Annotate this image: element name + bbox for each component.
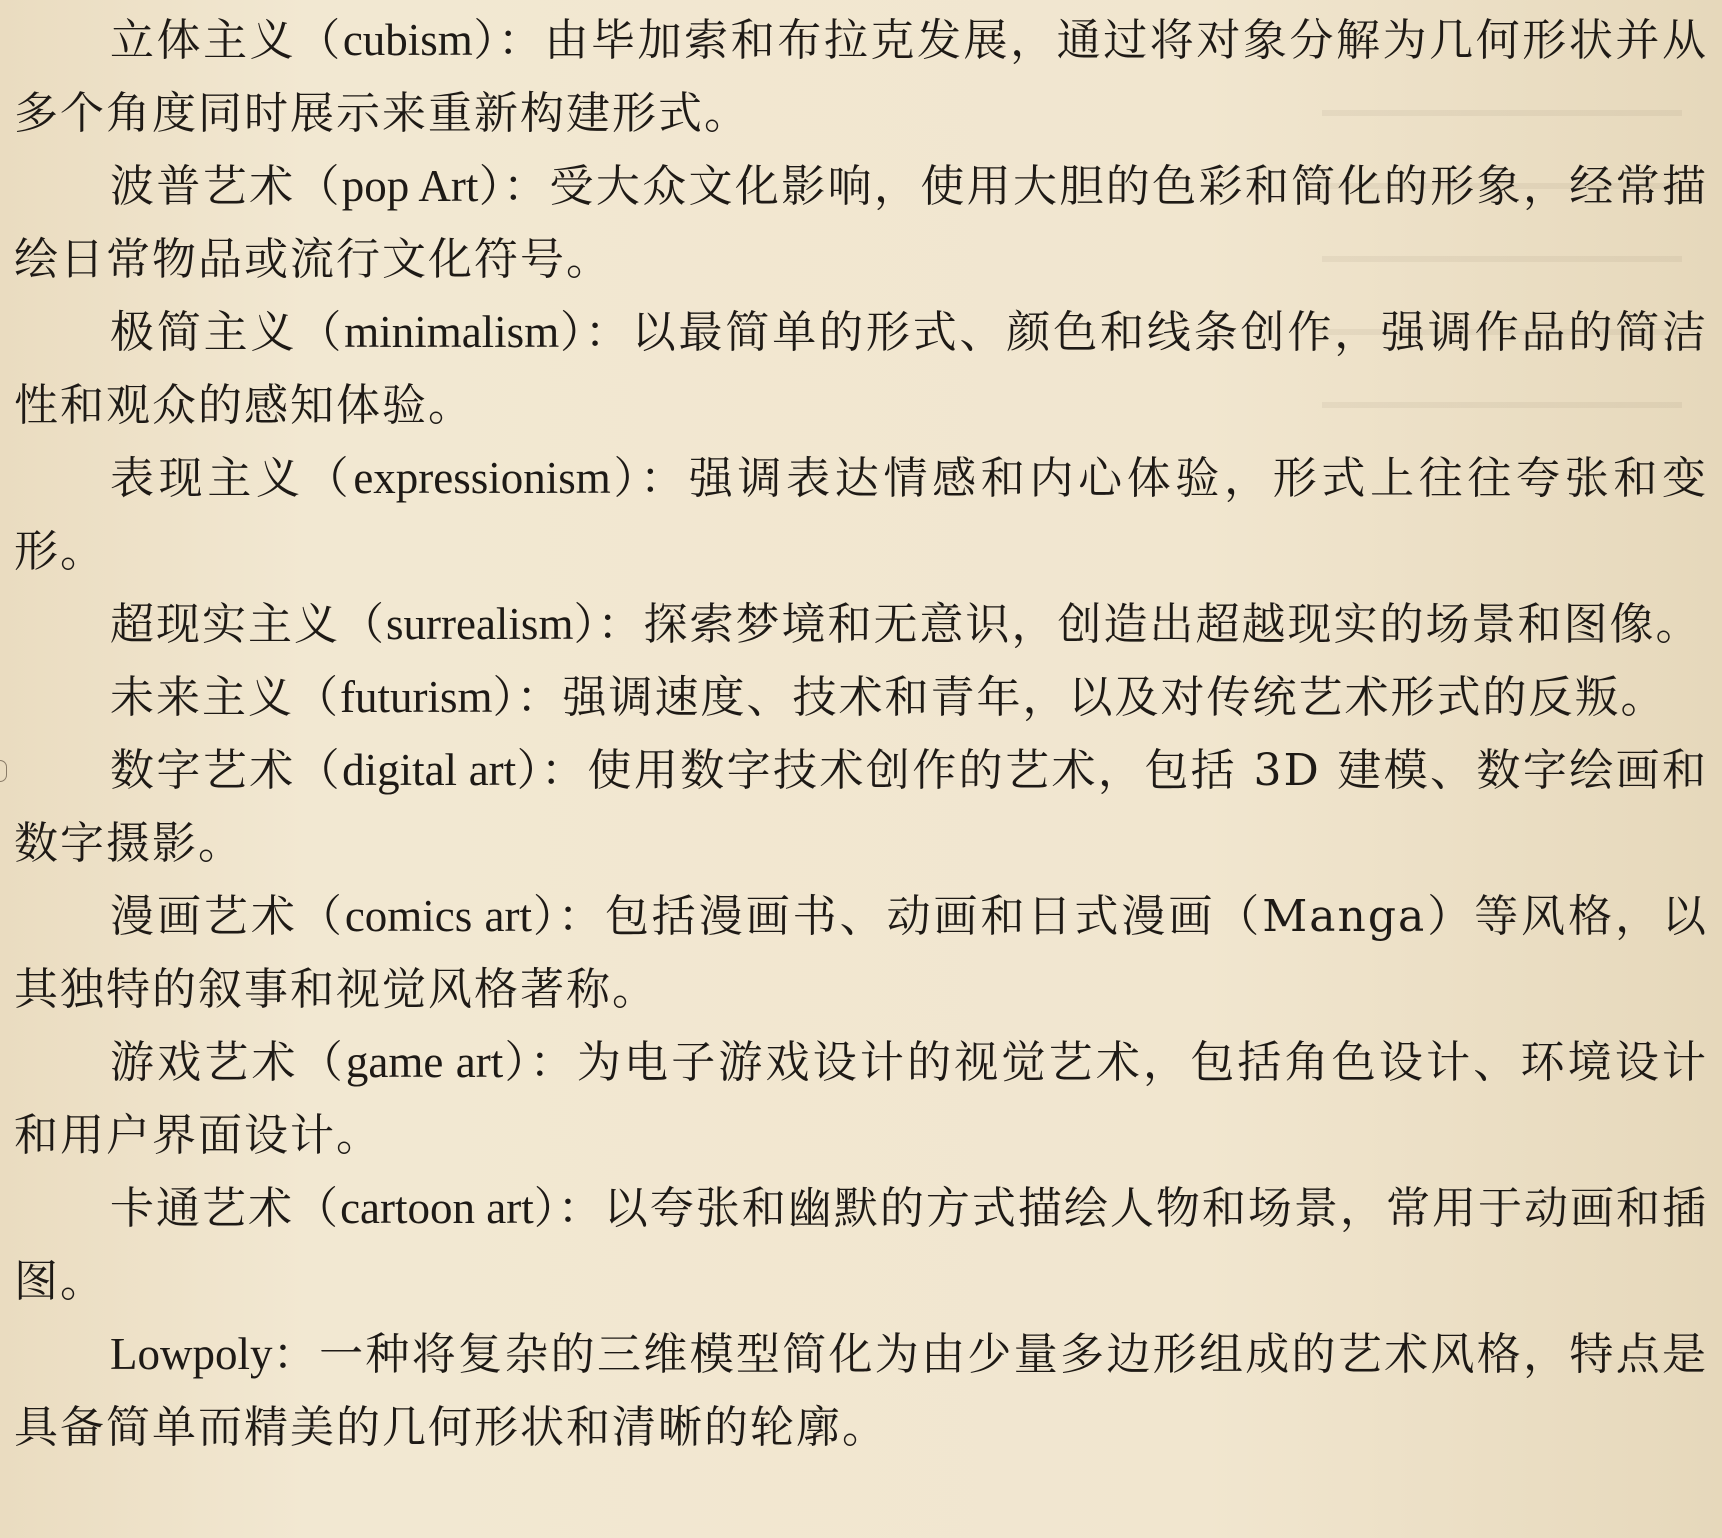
close-paren: ） (531, 892, 558, 941)
entry-futurism (14, 661, 1708, 734)
entry-game-art (14, 1026, 1708, 1172)
colon: ： (503, 161, 550, 212)
colon: ： (529, 1037, 577, 1088)
entry-description: 为电子游戏设计的视觉艺术，包括角色设计、环境设计和用户界面设计。 (14, 1037, 1709, 1161)
close-paren: ） (533, 1184, 558, 1233)
colon: ： (541, 745, 588, 796)
entry-latin: minimalism (344, 307, 560, 357)
colon: ： (557, 891, 605, 942)
entry-expressionism (14, 442, 1708, 588)
entry-description: 强调表达情感和内心体验，形式上往往夸张和变形。 (14, 453, 1709, 577)
close-paren: ） (573, 600, 598, 649)
entry-term: 立体主义 (110, 15, 297, 66)
entry-term: 表现主义 (110, 453, 305, 504)
entry-latin: comics art (344, 891, 532, 941)
entry-term: Lowpoly (110, 1329, 273, 1379)
close-paren: ） (478, 162, 504, 211)
entry-comics-art (14, 880, 1708, 1026)
colon: ： (516, 672, 563, 723)
entry-term: 数字艺术 (110, 745, 296, 796)
entry-surrealism (14, 588, 1708, 661)
colon: ： (557, 1183, 604, 1234)
open-paren: （ (297, 308, 345, 357)
close-paren: ） (492, 673, 517, 722)
entry-description: 探索梦境和无意识，创造出超越现实的场景和图像。 (643, 599, 1702, 650)
entry-latin: cartoon art (340, 1183, 534, 1233)
entry-description: 受大众文化影响，使用大胆的色彩和简化的形象，经常描绘日常物品或流行文化符号。 (14, 161, 1709, 285)
close-paren: ） (610, 454, 641, 503)
open-paren: （ (304, 454, 354, 503)
open-paren: （ (297, 892, 345, 941)
colon: ： (597, 599, 644, 650)
entry-term: 游戏艺术 (110, 1037, 299, 1088)
entry-description: 一种将复杂的三维模型简化为由少量多边形组成的艺术风格，特点是具备简单而精美的几何形状和清晰的轮廓。 (14, 1329, 1709, 1453)
entry-latin: surrealism (386, 599, 574, 649)
entry-latin: game art (345, 1037, 504, 1087)
open-paren: （ (298, 1038, 346, 1087)
open-paren: （ (295, 746, 343, 795)
entry-term: 超现实主义 (110, 599, 340, 650)
entry-minimalism (14, 296, 1708, 442)
colon: ： (272, 1329, 320, 1380)
entry-latin: pop Art (341, 161, 479, 211)
entry-latin: futurism (340, 672, 493, 722)
entry-description: 强调速度、技术和青年，以及对传统艺术形式的反叛。 (562, 672, 1667, 723)
entry-description: 使用数字技术创作的艺术，包括 3D 建模、数字绘画和数字摄影。 (14, 745, 1709, 869)
colon: ： (497, 15, 545, 66)
entry-term: 波普艺术 (110, 161, 296, 212)
entry-description: 以最简单的形式、颜色和线条创作，强调作品的简洁性和观众的感知体验。 (14, 307, 1709, 431)
open-paren: （ (295, 162, 342, 211)
entry-lowpoly (14, 1318, 1708, 1464)
entry-latin: expressionism (353, 453, 611, 503)
entry-description: 由毕加索和布拉克发展，通过将对象分解为几何形状并从多个角度同时展示来重新构建形式。 (14, 15, 1708, 139)
entry-latin: cubism (342, 15, 473, 65)
entry-digital-art (14, 734, 1708, 880)
close-paren: ） (503, 1038, 530, 1087)
colon: ： (584, 307, 632, 358)
entry-cartoon-art (14, 1172, 1708, 1318)
entry-term: 未来主义 (110, 672, 294, 723)
entry-term: 极简主义 (110, 307, 298, 358)
close-paren: ） (559, 308, 585, 357)
close-paren: ） (516, 746, 541, 795)
entry-cubism (14, 4, 1708, 150)
open-paren: （ (294, 673, 340, 722)
colon: ： (640, 453, 689, 504)
entry-term: 卡通艺术 (110, 1183, 295, 1234)
entry-description: 以夸张和幽默的方式描绘人物和场景，常用于动画和插图。 (14, 1183, 1709, 1307)
entry-latin: digital art (342, 745, 517, 795)
open-paren: （ (296, 16, 343, 65)
open-paren: （ (340, 600, 386, 649)
entry-term: 漫画艺术 (110, 891, 298, 942)
close-paren: ） (472, 16, 498, 65)
entry-pop-art (14, 150, 1708, 296)
entry-description: 包括漫画书、动画和日式漫画（Manga）等风格，以其独特的叙事和视觉风格著称。 (14, 891, 1709, 1015)
open-paren: （ (294, 1184, 341, 1233)
